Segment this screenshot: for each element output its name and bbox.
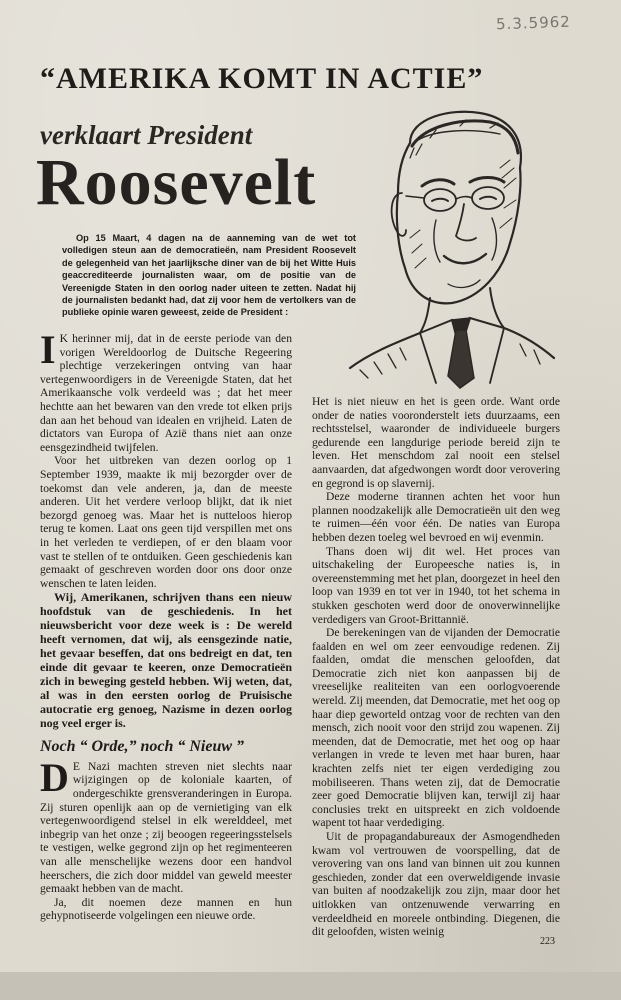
paragraph: Thans doen wij dit wel. Het proces van uitschakeling der Europeesche naties is, in overeenstemming met het plan, doorgezet in heel den loop van 1939 en tot ver in 1940, tot het schema in stukken geschoten werd door de onoverwinnelijke verdedigers van Groot-Brittannië.	[312, 544, 560, 626]
paragraph	[40, 754, 292, 896]
right-column	[312, 395, 560, 939]
paragraph: Het is niet nieuw en het is geen orde. Want orde onder de naties vooronderstelt iets duurzaams, een rechtsstelsel, waaronder de individueele burgers gedurende een langdurige periode bereid zijn te leven. Het menschdom zal nooit een stelsel aanvaarden, dat afgedwongen wordt door verovering en gegrond is op slavernij.	[312, 395, 560, 490]
subheading: verklaart President	[40, 120, 253, 150]
intro-paragraph: Op 15 Maart, 4 dagen na de aanneming van de wet tot volledigen steun aan de democratieën, nam President Roosevelt de gelegenheid van het jaarlijksche diner van de bij het Witte Huis geaccrediteerde journalisten waar, om de positie van de Vereenigde Staten in den oorlog nader uiteen te zetten. Nadat hij de journalisten bedankt had, dat zij voor hem de vertolkers van de publieke opinie waren geweest, zeide de President :	[62, 233, 356, 318]
headline: “AMERIKA KOMT IN ACTIE”	[40, 62, 484, 95]
roosevelt-portrait-sketch	[340, 108, 560, 393]
paragraph: Ja, dit noemen deze mannen en hun gehypnotiseerde volgelingen een nieuwe orde.	[40, 895, 292, 923]
page-number: 223	[540, 936, 555, 947]
paragraph: Deze moderne tirannen achten het voor hun plannen noodzakelijk alle Democratieën uit den weg te ruimen—één voor één. De naties van Europa hebben dezen toeleg wel bevroed en wij evenmin.	[312, 490, 560, 544]
page-bottom-edge	[0, 972, 621, 1000]
paragraph-text: K herinner mij, dat in de eerste periode van den vorigen Wereldoorlog de Duitsche Regeering plechtige verzekeringen ontving van haar vertegenwoordigers in de Vereenigde Staten, dat het Amerikaansche volk verdeeld was ; dat het meer hechtte aan het bewaren van den vrede tot elken prijs dan aan het behoud van idealen en vrijheid. Laten de dictators van Europa of Azië thans niet aan onze eensgezindheid twijfelen.	[40, 332, 292, 454]
drop-cap: I	[40, 327, 56, 372]
left-column	[40, 327, 292, 923]
paragraph: Uit de propagandabureaux der Asmogendheden kwam vol vertrouwen de voorspelling, dat de verovering van ons land van binnen uit zou kunnen geschieden, zonder dat een overweldigende invasie van buiten af noodzakelijk zou zijn, maar door het uitlokken van ontzenuwende verwarring en verdeeldheid en moreele ontbinding. Diegenen, die dit geloofden, wisten weinig	[312, 830, 560, 939]
handwritten-note: 5.3.5962	[495, 12, 572, 34]
drop-cap: D	[40, 754, 69, 800]
paragraph: De berekeningen van de vijanden der Democratie faalden en wel om zeer eenvoudige redenen. Zij faalden, omdat die menschen geloofden, dat Democratie zich niet kon aanpassen bij de vreeselijke realiteiten van een oorlogvoerende wereld. Zij meenden, dat Democratie, met het oog op haar diep geworteld ontzag voor de rechten van den mensch, zich nooit voor den strijd zou wapenen. Zij meenden, dat de Democratie, met het oog op haar verlangen in vrede te leven met haar buren, haar krachten zelfs niet ter eigen verdediging zou mobiliseeren. Thans weten zij, dat de Democratie zeer goed Democratie blijven kan, terwijl zij haar conclusies trekt en uitspreekt en zich voldoende wapent tot haar verdediging.	[312, 626, 560, 830]
bold-paragraph: Wij, Amerikanen, schrijven thans een nieuw hoofdstuk van de geschiedenis. In het nieuwsbericht voor deze week is : De wereld heeft vernomen, dat wij, als eensgezinde natie, het gevaar beseffen, dat ons bedreigt en dat, ten einde dit gevaar te keeren, onze Democratieën zich in beweging gesteld hebben. Wij weten, dat, al was in den eersten oorlog de Pruisische autocratie erg genoeg, Nazisme in dezen oorlog nog veel erger is.	[40, 590, 292, 731]
name-title: Roosevelt	[36, 146, 317, 219]
paragraph: Voor het uitbreken van dezen oorlog op 1 September 1939, maakte ik mij bezorgder over de toekomst dan vele anderen, ja, dan de meeste anderen. Uit het verdere verloop blijkt, dat ik niet bezorgd genoeg was. Maar het is nutteloos hierop terug te komen. Laat ons geen tijd verspillen met ons in het verleden te verdiepen, of er den blaam voor vast te stellen of te ontduiken. Geen geschiedenis kan gemaakt of geschreven worden door ons door onze wenschen te laten leiden.	[40, 454, 292, 590]
paragraph-text: E Nazi machten streven niet slechts naar wijzigingen op de koloniale kaarten, of ondergeschikte grensveranderingen in Europa. Zij sturen openlijk aan op de vernietiging van elk vertegenwoordigend stelsel in elk werelddeel, met inbegrip van het onze ; zij beoogen regeeringsstelsels te vestigen, welke gegrond zijn op het regimenteeren van alle menschelijke wezens door een handvol heerschers, die zich door middel van geweld meester gemaakt hebben van de macht.	[40, 759, 292, 896]
paragraph	[40, 327, 292, 454]
section-heading: Noch “ Orde,” noch “ Nieuw ”	[40, 738, 245, 756]
